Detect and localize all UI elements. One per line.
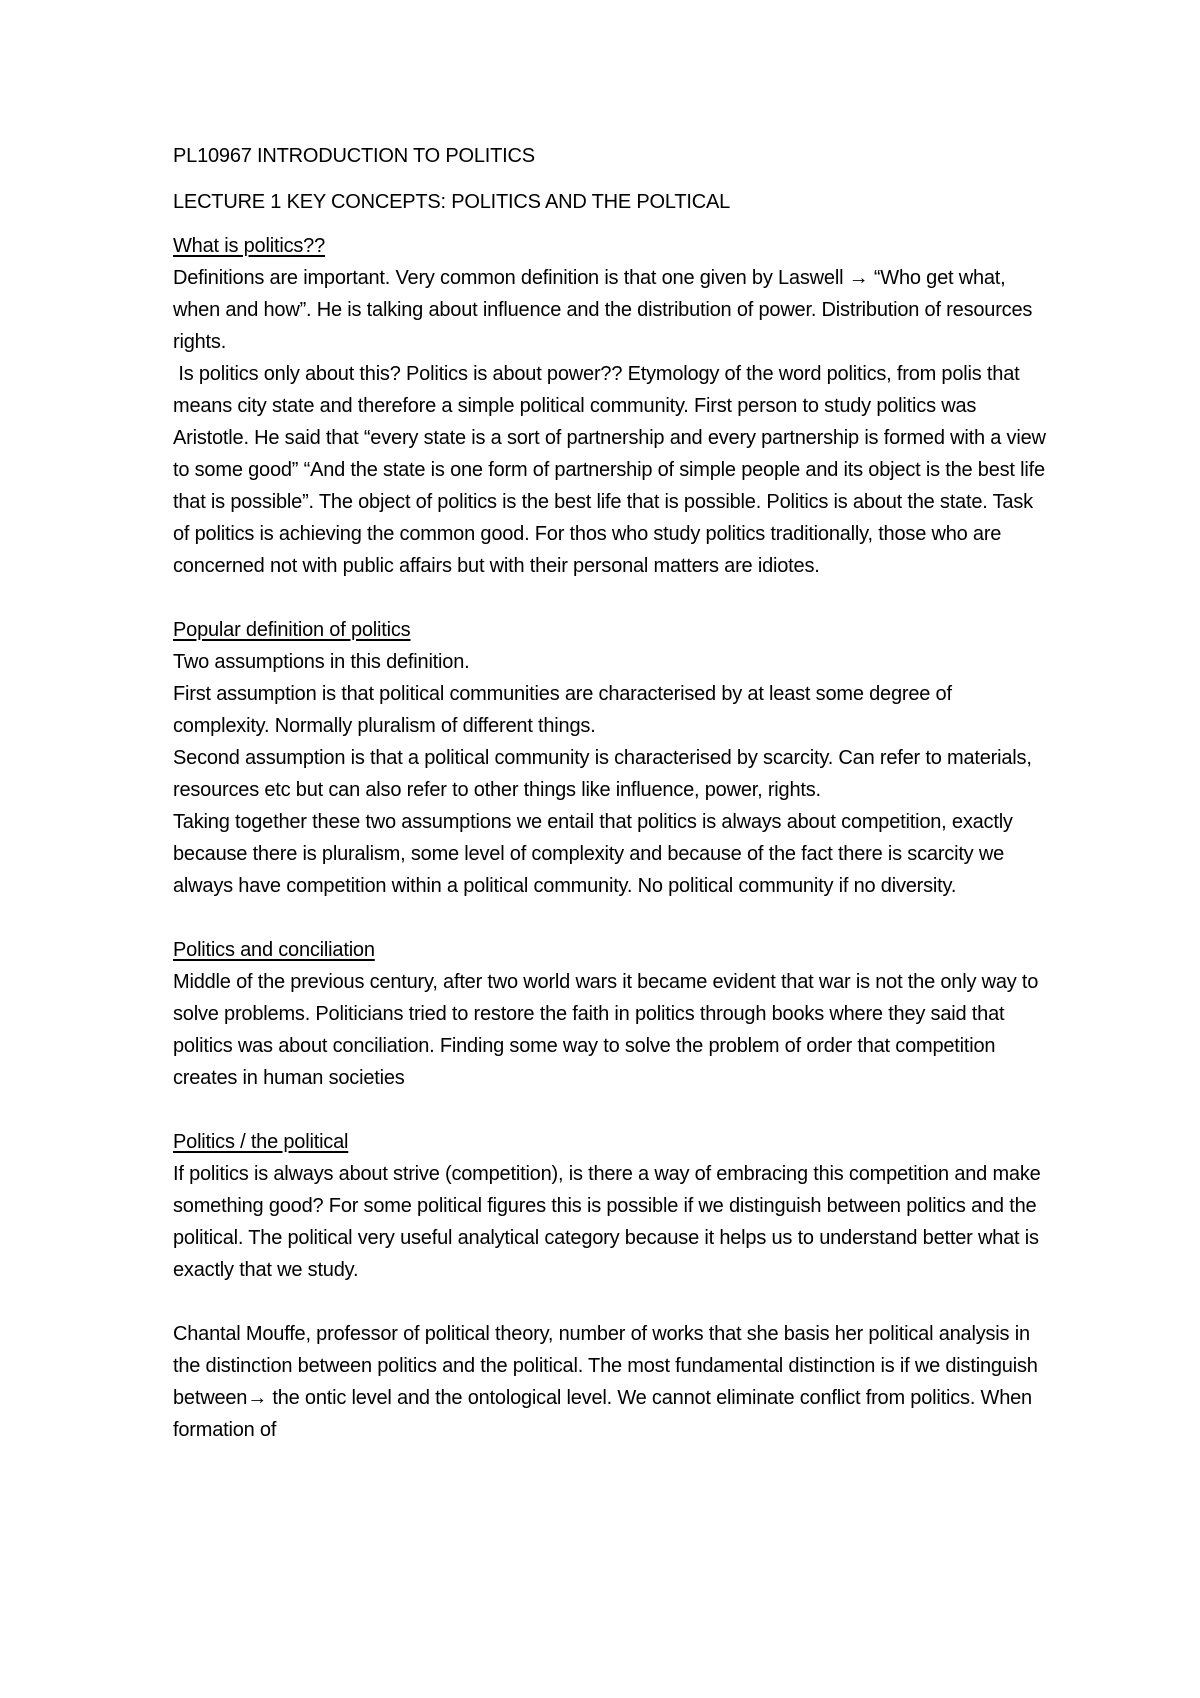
document-page	[173, 140, 1053, 1446]
section-heading: What is politics??	[173, 235, 326, 257]
paragraph: Middle of the previous century, after two world wars it became evident that war is not the only way to solve problems. Politicians tried to restore the faith in politics through books where they said that politics was about conciliation. Finding some way to solve the problem of order that competition creates in human societies	[173, 971, 1039, 1089]
section-chantal-mouffe	[173, 1318, 1053, 1446]
paragraph: Chantal Mouffe, professor of political theory, number of works that she basis her political analysis in the distinction between politics and the political. The most fundamental distinction is if we distinguish between→ the ontic level and the ontological level. We cannot eliminate conflict from politics. When formation of	[173, 1323, 1038, 1441]
lecture-title: LECTURE 1 KEY CONCEPTS: POLITICS AND THE POLTICAL	[173, 191, 731, 213]
section-what-is-politics	[173, 230, 1053, 582]
paragraph: Definitions are important. Very common definition is that one given by Laswell → “Who get what, when and how”. He is talking about influence and the distribution of power. Distribution of resources rights.	[173, 267, 1033, 353]
paragraph: Taking together these two assumptions we entail that politics is always about competition, exactly because there is pluralism, some level of complexity and because of the fact there is scarcity we always have competition within a political community. No political community if no diversity.	[173, 811, 1013, 897]
section-politics-and-conciliation	[173, 934, 1053, 1094]
paragraph: First assumption is that political communities are characterised by at least some degree of complexity. Normally pluralism of different things.	[173, 683, 952, 737]
paragraph: Two assumptions in this definition.	[173, 651, 470, 673]
paragraph: Is politics only about this? Politics is about power?? Etymology of the word politics, from polis that means city state and therefore a simple political community. First person to study politics was Aristotle. He said that “every state is a sort of partnership and every partnership is formed with a view to some good” “And the state is one form of partnership of simple people and its object is the best life that is possible”. The object of politics is the best life that is possible. Politics is about the state. Task of politics is achieving the common good. For thos who study politics traditionally, those who are concerned not with public affairs but with their personal matters are idiotes.	[173, 363, 1052, 577]
course-title: PL10967 INTRODUCTION TO POLITICS	[173, 145, 535, 167]
section-popular-definition	[173, 614, 1053, 902]
section-heading: Popular definition of politics	[173, 619, 411, 641]
section-politics-the-political	[173, 1126, 1053, 1286]
paragraph: Second assumption is that a political community is characterised by scarcity. Can refer to materials, resources etc but can also refer to other things like influence, power, rights.	[173, 747, 1032, 801]
section-heading: Politics / the political	[173, 1131, 349, 1153]
section-heading: Politics and conciliation	[173, 939, 375, 961]
paragraph: If politics is always about strive (competition), is there a way of embracing this competition and make something good? For some political figures this is possible if we distinguish between politics and the political. The political very useful analytical category because it helps us to understand better what is exactly that we study.	[173, 1163, 1041, 1281]
